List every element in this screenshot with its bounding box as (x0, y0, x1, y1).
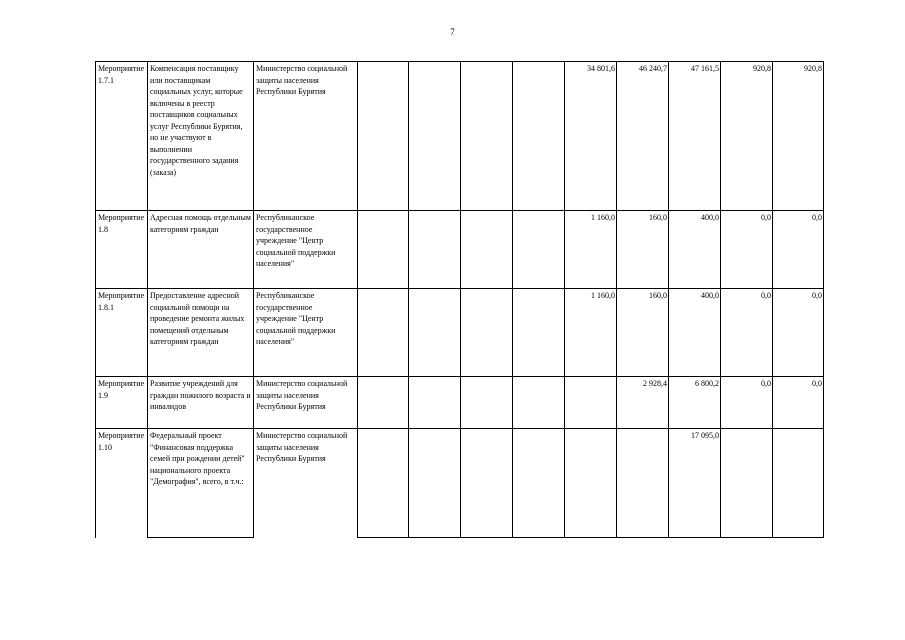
value-cell: 0,0 (721, 377, 773, 429)
measure-responsible: Министерство социальной защиты населения Республики Бурятия (254, 429, 358, 538)
program-measures-table (95, 61, 824, 538)
value-cell (461, 62, 513, 211)
value-cell: 34 801,6 (565, 62, 617, 211)
page-number: 7 (450, 27, 455, 37)
value-cell: 0,0 (773, 377, 824, 429)
value-cell (409, 211, 461, 289)
value-cell (461, 377, 513, 429)
measure-code: Мероприятие 1.7.1 (96, 62, 148, 211)
measure-name: Развитие учреждений для граждан пожилого возраста и инвалидов (148, 377, 254, 429)
value-cell: 920,8 (773, 62, 824, 211)
value-cell: 1 160,0 (565, 211, 617, 289)
value-cell: 2 928,4 (617, 377, 669, 429)
value-cell: 17 095,0 (669, 429, 721, 538)
value-cell (358, 377, 409, 429)
value-cell: 47 161,5 (669, 62, 721, 211)
measure-name: Федеральный проект "Финансовая поддержка семей при рождении детей" национального проекта "Демография", всего, в т.ч.: (148, 429, 254, 538)
value-cell: 160,0 (617, 289, 669, 377)
table-row (96, 289, 824, 377)
value-cell (513, 377, 565, 429)
value-cell (513, 62, 565, 211)
measure-responsible: Республиканское государственное учреждение "Центр социальной поддержки населения" (254, 211, 358, 289)
measure-code: Мероприятие 1.10 (96, 429, 148, 538)
value-cell: 46 240,7 (617, 62, 669, 211)
value-cell (565, 377, 617, 429)
value-cell (513, 211, 565, 289)
value-cell: 400,0 (669, 289, 721, 377)
value-cell (513, 289, 565, 377)
value-cell: 0,0 (773, 211, 824, 289)
value-cell (409, 289, 461, 377)
value-cell: 160,0 (617, 211, 669, 289)
value-cell (617, 429, 669, 538)
value-cell (721, 429, 773, 538)
value-cell: 400,0 (669, 211, 721, 289)
measure-code: Мероприятие 1.9 (96, 377, 148, 429)
measure-responsible: Республиканское государственное учреждение "Центр социальной поддержки населения" (254, 289, 358, 377)
measure-code: Мероприятие 1.8 (96, 211, 148, 289)
value-cell (565, 429, 617, 538)
value-cell: 0,0 (721, 211, 773, 289)
value-cell (461, 289, 513, 377)
value-cell: 6 800,2 (669, 377, 721, 429)
value-cell (358, 62, 409, 211)
value-cell (358, 211, 409, 289)
value-cell (358, 289, 409, 377)
table-row (96, 62, 824, 211)
value-cell (461, 429, 513, 538)
value-cell: 0,0 (773, 289, 824, 377)
value-cell (409, 429, 461, 538)
value-cell (358, 429, 409, 538)
value-cell: 920,8 (721, 62, 773, 211)
table-row (96, 211, 824, 289)
value-cell: 1 160,0 (565, 289, 617, 377)
table-row (96, 377, 824, 429)
value-cell (409, 62, 461, 211)
value-cell (773, 429, 824, 538)
value-cell: 0,0 (721, 289, 773, 377)
measure-name: Адресная помощь отдельным категориям граждан (148, 211, 254, 289)
value-cell (409, 377, 461, 429)
measure-name: Компенсация поставщику или поставщикам социальных услуг, которые включены в реестр поставщиков социальных услуг Республики Бурятия, но не участвуют в выполнении государственного задания (заказа) (148, 62, 254, 211)
measure-code: Мероприятие 1.8.1 (96, 289, 148, 377)
value-cell (513, 429, 565, 538)
measure-name: Предоставление адресной социальной помощи на проведение ремонта жилых помещений отдельным категориям граждан (148, 289, 254, 377)
measure-responsible: Министерство социальной защиты населения Республики Бурятия (254, 377, 358, 429)
measure-responsible: Министерство социальной защиты населения Республики Бурятия (254, 62, 358, 211)
table-row (96, 429, 824, 538)
value-cell (461, 211, 513, 289)
